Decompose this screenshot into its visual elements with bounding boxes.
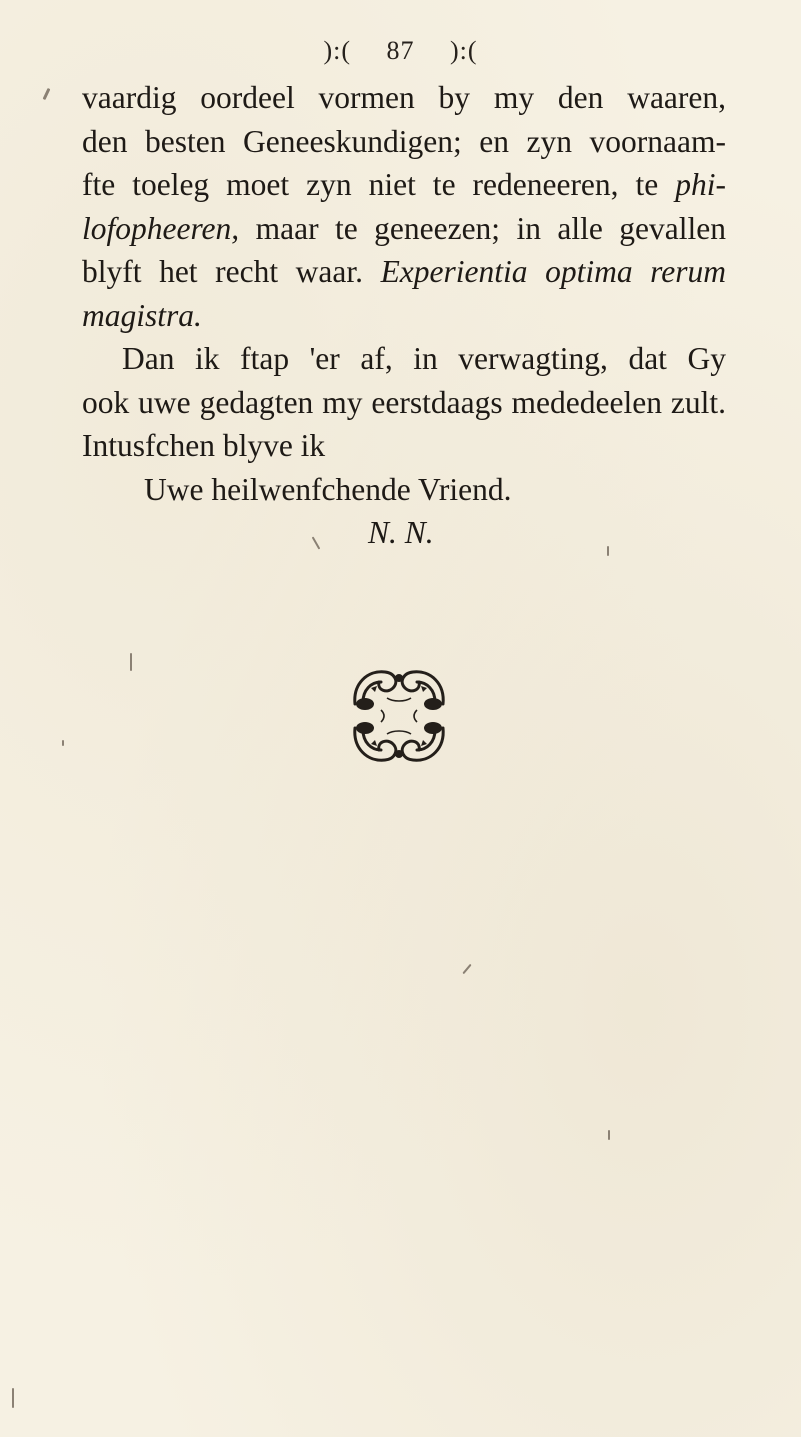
paper-speck: [607, 546, 609, 556]
text-run: vaardig oordeel vormen by my den waaren,: [82, 80, 726, 115]
floral-tailpiece-ornament-icon: [341, 658, 457, 774]
italic-text: magistra.: [82, 297, 202, 333]
text-line: [82, 207, 726, 251]
paper-speck: [608, 1130, 610, 1140]
page-number: 87: [386, 36, 415, 65]
running-head-right-mark: ):(: [450, 36, 478, 65]
italic-text: N. N.: [368, 515, 434, 550]
closing-salutation: [82, 468, 726, 512]
signature: [82, 511, 726, 555]
paper-speck: [62, 740, 64, 746]
running-head-left-mark: ):(: [323, 36, 351, 65]
text-line: [82, 250, 726, 294]
text-run: blyft het recht waar.: [82, 254, 381, 289]
text-run: maar te geneezen; in alle gevallen: [239, 210, 726, 246]
text-line: [82, 424, 726, 468]
text-line: [82, 294, 726, 338]
paper-speck: [462, 964, 471, 974]
text-run: Uwe heilwenfchende Vriend.: [144, 471, 512, 507]
text-line: [82, 163, 726, 207]
italic-text: lofopheeren,: [82, 210, 240, 246]
text-line: [82, 76, 726, 120]
text-run: Dan ik ftap 'er af, in verwagting, dat Gy: [122, 341, 726, 376]
paper-speck: [130, 653, 132, 671]
paper-speck: [43, 88, 51, 100]
text-line: [82, 381, 726, 425]
italic-text: Experientia optima rerum: [380, 254, 726, 289]
text-run: Intusfchen blyve ik: [82, 428, 326, 463]
text-run: ook uwe gedagten my eerstdaags mededeelen zult.: [82, 384, 726, 420]
text-run: den besten Geneeskundigen; en zyn voornaam-: [82, 123, 726, 159]
text-line: [82, 337, 726, 381]
body-text: [82, 76, 726, 555]
text-run: fte toeleg moet zyn niet te redeneeren, te: [82, 167, 676, 202]
running-head: [0, 36, 801, 66]
text-line: [82, 120, 726, 164]
italic-text: phi-: [675, 167, 726, 202]
paper-speck: [12, 1388, 14, 1408]
